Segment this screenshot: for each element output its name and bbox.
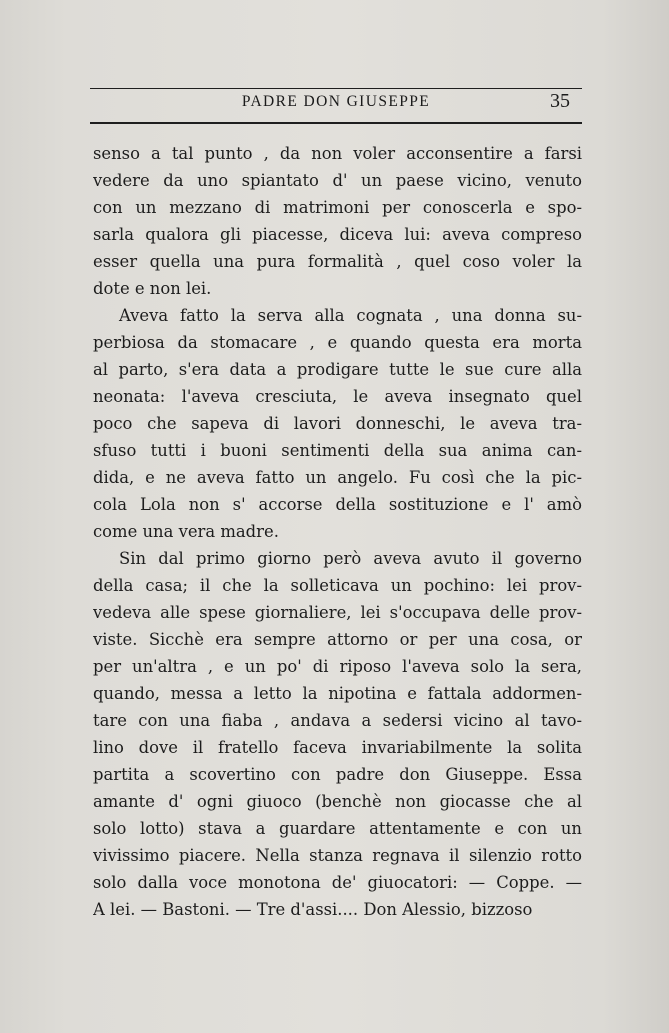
running-title: PADRE DON GIUSEPPE — [241, 93, 431, 110]
text-line: dote e non lei. — [93, 279, 212, 298]
text-line: sfuso tutti i buoni sentimenti della sua anima can- — [93, 441, 582, 460]
text-line: per un'altra , e un po' di riposo l'aveva solo la sera, — [93, 657, 582, 676]
text-line: Sin dal primo giorno però aveva avuto il governo — [119, 549, 582, 568]
text-line: cola Lola non s' accorse della sostituzione e l' amò — [93, 495, 582, 514]
text-line: poco che sapeva di lavori donneschi, le aveva tra- — [93, 414, 582, 433]
text-line: quando, messa a letto la nipotina e fattala addormen- — [93, 684, 582, 703]
page-number: 35 — [550, 90, 570, 112]
text-line: solo dalla voce monotona de' giuocatori: — Coppe. — — [93, 873, 582, 892]
header-rule-top — [90, 88, 582, 89]
text-line: vedeva alle spese giornaliere, lei s'occupava delle prov- — [93, 603, 582, 622]
text-line: sarla qualora gli piacesse, diceva lui: aveva compreso — [93, 225, 582, 244]
text-line: vedere da uno spiantato d' un paese vicino, venuto — [93, 171, 582, 190]
text-line: tare con una fiaba , andava a sedersi vicino al tavo- — [93, 711, 582, 730]
body-text — [93, 140, 582, 923]
text-line: partita a scovertino con padre don Giuseppe. Essa — [93, 765, 582, 784]
text-line: senso a tal punto , da non voler acconsentire a farsi — [93, 144, 582, 163]
text-line: lino dove il fratello faceva invariabilmente la solita — [93, 738, 582, 757]
text-line: neonata: l'aveva cresciuta, le aveva insegnato quel — [93, 387, 582, 406]
running-head — [90, 90, 582, 115]
text-line: solo lotto) stava a guardare attentamente e con un — [93, 819, 582, 838]
text-line: della casa; il che la solleticava un pochino: lei prov- — [93, 576, 582, 595]
text-line: viste. Sicchè era sempre attorno or per una cosa, or — [93, 630, 582, 649]
text-line: dida, e ne aveva fatto un angelo. Fu così che la pic- — [93, 468, 582, 487]
text-line: perbiosa da stomacare , e quando questa era morta — [93, 333, 582, 352]
text-line: come una vera madre. — [93, 522, 279, 541]
text-line: A lei. — Bastoni. — Tre d'assi.... Don Alessio, bizzoso — [93, 900, 533, 919]
text-line: vivissimo piacere. Nella stanza regnava il silenzio rotto — [93, 846, 582, 865]
header-rule-bottom — [90, 122, 582, 124]
text-line: con un mezzano di matrimoni per conoscerla e spo- — [93, 198, 582, 217]
text-line: al parto, s'era data a prodigare tutte le sue cure alla — [93, 360, 582, 379]
text-line: Aveva fatto la serva alla cognata , una donna su- — [119, 306, 582, 325]
text-line: amante d' ogni giuoco (benchè non giocasse che al — [93, 792, 582, 811]
text-line: esser quella una pura formalità , quel coso voler la — [93, 252, 582, 271]
